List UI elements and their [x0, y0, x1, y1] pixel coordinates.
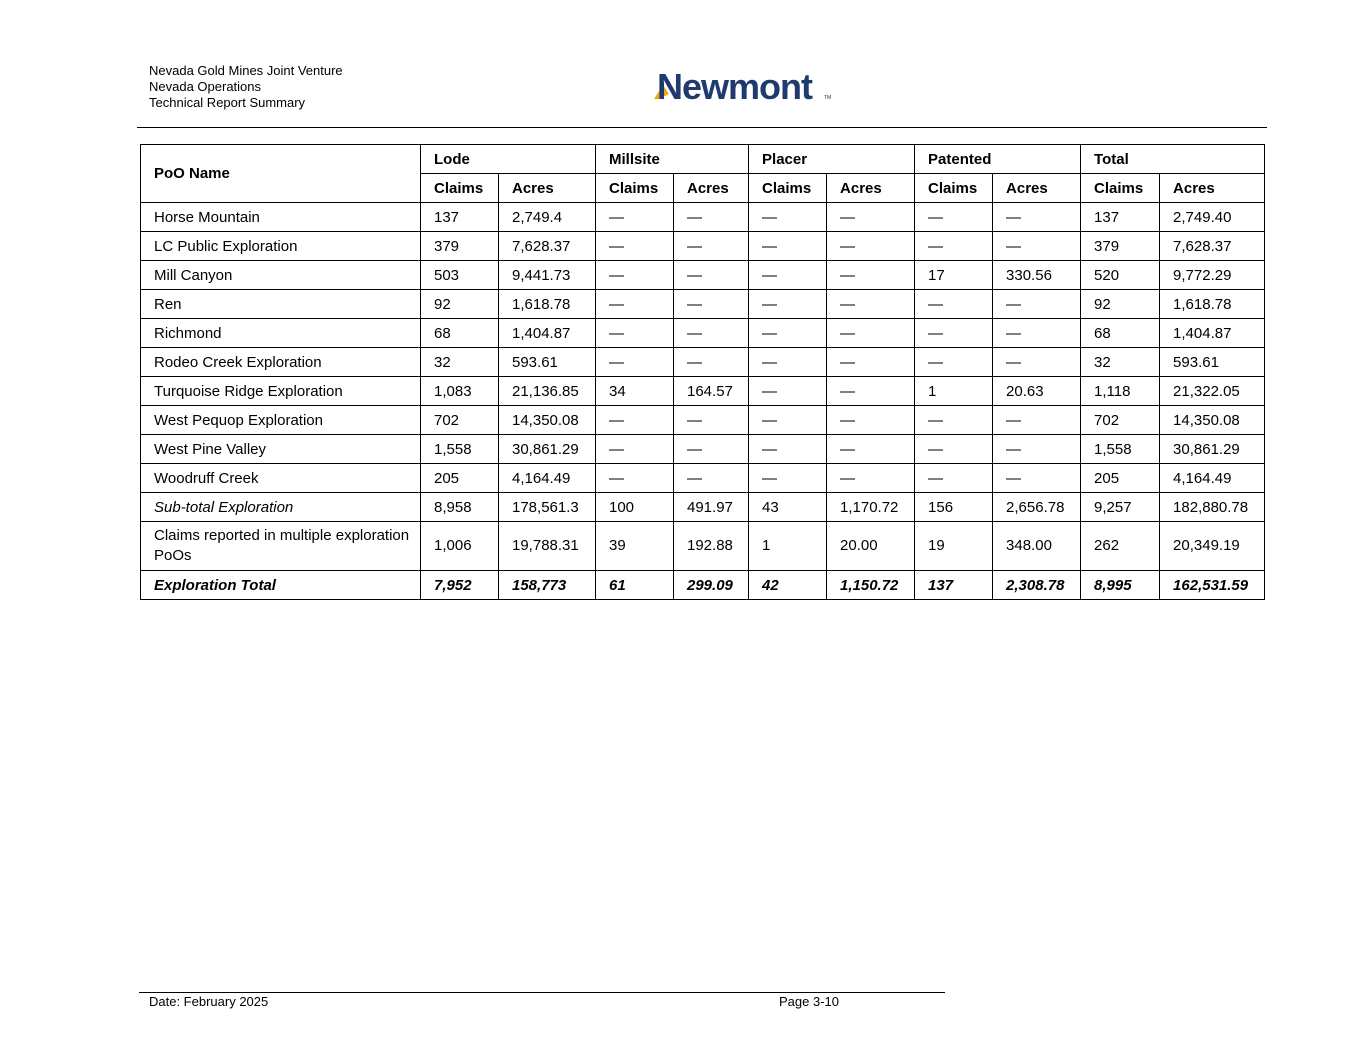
poo-name-cell: Sub-total Exploration	[141, 493, 421, 522]
col-group-lode: Lode	[421, 145, 596, 174]
newmont-logo	[654, 66, 834, 106]
claims-cell: 262	[1081, 522, 1160, 571]
claims-cell: —	[915, 435, 993, 464]
col-header-acres: Acres	[1160, 174, 1265, 203]
claims-cell: —	[749, 406, 827, 435]
acres-cell: —	[674, 261, 749, 290]
acres-cell: —	[827, 406, 915, 435]
claims-cell: —	[915, 319, 993, 348]
col-group-total: Total	[1081, 145, 1265, 174]
header-divider	[137, 127, 1267, 128]
claims-cell: —	[596, 435, 674, 464]
acres-cell: 299.09	[674, 571, 749, 600]
acres-cell: 330.56	[993, 261, 1081, 290]
acres-cell: —	[674, 203, 749, 232]
col-header-poo-name: PoO Name	[141, 145, 421, 203]
claims-cell: 39	[596, 522, 674, 571]
claims-cell: —	[596, 319, 674, 348]
col-header-claims: Claims	[421, 174, 499, 203]
claims-cell: 68	[421, 319, 499, 348]
claims-cell: —	[915, 203, 993, 232]
acres-cell: —	[993, 435, 1081, 464]
claims-cell: —	[749, 348, 827, 377]
col-group-placer: Placer	[749, 145, 915, 174]
acres-cell: 20,349.19	[1160, 522, 1265, 571]
acres-cell: 9,772.29	[1160, 261, 1265, 290]
table-row	[141, 464, 1265, 493]
claims-cell: 100	[596, 493, 674, 522]
claims-cell: —	[596, 464, 674, 493]
table-row	[141, 377, 1265, 406]
claims-cell: 205	[421, 464, 499, 493]
col-header-claims: Claims	[749, 174, 827, 203]
acres-cell: 30,861.29	[499, 435, 596, 464]
report-header	[149, 63, 343, 111]
claims-cell: 61	[596, 571, 674, 600]
claims-cell: 32	[1081, 348, 1160, 377]
claims-cell: 137	[915, 571, 993, 600]
table-row	[141, 290, 1265, 319]
claims-cell: —	[915, 464, 993, 493]
claims-cell: —	[749, 203, 827, 232]
table-row	[141, 522, 1265, 571]
acres-cell: —	[674, 435, 749, 464]
claims-cell: —	[596, 348, 674, 377]
acres-cell: —	[827, 464, 915, 493]
acres-cell: 1,170.72	[827, 493, 915, 522]
claims-cell: 1,558	[1081, 435, 1160, 464]
claims-cell: 19	[915, 522, 993, 571]
acres-cell: —	[993, 464, 1081, 493]
claims-cell: —	[749, 232, 827, 261]
claims-cell: 520	[1081, 261, 1160, 290]
table-row	[141, 406, 1265, 435]
table-body	[141, 203, 1265, 600]
acres-cell: —	[827, 377, 915, 406]
acres-cell: 7,628.37	[499, 232, 596, 261]
claims-cell: 702	[421, 406, 499, 435]
acres-cell: —	[827, 232, 915, 261]
acres-cell: 2,749.4	[499, 203, 596, 232]
claims-cell: —	[596, 232, 674, 261]
claims-cell: —	[749, 435, 827, 464]
acres-cell: 21,136.85	[499, 377, 596, 406]
acres-cell: —	[827, 435, 915, 464]
acres-cell: —	[674, 348, 749, 377]
claims-cell: —	[749, 261, 827, 290]
acres-cell: —	[827, 261, 915, 290]
poo-name-cell: Richmond	[141, 319, 421, 348]
claims-cell: —	[749, 319, 827, 348]
acres-cell: 182,880.78	[1160, 493, 1265, 522]
poo-name-cell: Horse Mountain	[141, 203, 421, 232]
col-header-acres: Acres	[827, 174, 915, 203]
acres-cell: —	[993, 406, 1081, 435]
poo-name-cell: Woodruff Creek	[141, 464, 421, 493]
poo-name-cell: Claims reported in multiple exploration PoOs	[141, 522, 421, 571]
total-row	[141, 571, 1265, 600]
acres-cell: 14,350.08	[499, 406, 596, 435]
poo-name-cell: West Pequop Exploration	[141, 406, 421, 435]
claims-cell: 8,958	[421, 493, 499, 522]
claims-cell: 43	[749, 493, 827, 522]
col-header-acres: Acres	[499, 174, 596, 203]
claims-cell: 92	[421, 290, 499, 319]
acres-cell: 1,618.78	[1160, 290, 1265, 319]
poo-name-cell: Exploration Total	[141, 571, 421, 600]
claims-cell: —	[596, 203, 674, 232]
acres-cell: 14,350.08	[1160, 406, 1265, 435]
col-header-acres: Acres	[674, 174, 749, 203]
col-header-claims: Claims	[915, 174, 993, 203]
acres-cell: —	[827, 290, 915, 319]
claims-cell: —	[596, 261, 674, 290]
poo-name-cell: LC Public Exploration	[141, 232, 421, 261]
claims-cell: —	[596, 406, 674, 435]
claims-cell: —	[915, 348, 993, 377]
acres-cell: 1,150.72	[827, 571, 915, 600]
footer-divider	[139, 992, 945, 993]
acres-cell: 19,788.31	[499, 522, 596, 571]
acres-cell: 20.00	[827, 522, 915, 571]
acres-cell: 9,441.73	[499, 261, 596, 290]
acres-cell: 2,308.78	[993, 571, 1081, 600]
acres-cell: —	[827, 348, 915, 377]
footer-date: Date: February 2025	[149, 994, 269, 1009]
footer-page-number: Page 3-10	[779, 994, 839, 1009]
acres-cell: 20.63	[993, 377, 1081, 406]
acres-cell: 192.88	[674, 522, 749, 571]
poo-name-cell: Rodeo Creek Exploration	[141, 348, 421, 377]
acres-cell: —	[993, 319, 1081, 348]
claims-cell: 1,558	[421, 435, 499, 464]
acres-cell: 593.61	[499, 348, 596, 377]
claims-cell: 1,083	[421, 377, 499, 406]
claims-cell: 1,118	[1081, 377, 1160, 406]
acres-cell: —	[993, 290, 1081, 319]
claims-cell: 42	[749, 571, 827, 600]
acres-cell: 1,404.87	[1160, 319, 1265, 348]
acres-cell: 348.00	[993, 522, 1081, 571]
acres-cell: —	[993, 232, 1081, 261]
claims-cell: 1	[915, 377, 993, 406]
acres-cell: —	[827, 203, 915, 232]
table-row	[141, 435, 1265, 464]
col-group-millsite: Millsite	[596, 145, 749, 174]
claims-cell: 17	[915, 261, 993, 290]
col-header-claims: Claims	[596, 174, 674, 203]
claims-cell: —	[915, 290, 993, 319]
col-group-patented: Patented	[915, 145, 1081, 174]
acres-cell: 2,656.78	[993, 493, 1081, 522]
acres-cell: —	[674, 406, 749, 435]
claims-cell: —	[915, 406, 993, 435]
header-report-type: Technical Report Summary	[149, 95, 306, 110]
claims-cell: 137	[1081, 203, 1160, 232]
claims-cell: 379	[1081, 232, 1160, 261]
claims-cell: 702	[1081, 406, 1160, 435]
claims-cell: 137	[421, 203, 499, 232]
acres-cell: 2,749.40	[1160, 203, 1265, 232]
acres-cell: 1,618.78	[499, 290, 596, 319]
acres-cell: —	[674, 464, 749, 493]
logo-trademark: TM	[824, 95, 832, 101]
claims-cell: 68	[1081, 319, 1160, 348]
acres-cell: —	[993, 348, 1081, 377]
table-header-row	[141, 145, 1265, 174]
acres-cell: 7,628.37	[1160, 232, 1265, 261]
col-header-claims: Claims	[1081, 174, 1160, 203]
acres-cell: —	[674, 290, 749, 319]
acres-cell: 4,164.49	[1160, 464, 1265, 493]
claims-cell: 34	[596, 377, 674, 406]
table-row	[141, 232, 1265, 261]
claims-cell: 503	[421, 261, 499, 290]
claims-cell: —	[749, 464, 827, 493]
claims-cell: 1	[749, 522, 827, 571]
subtotal-row	[141, 493, 1265, 522]
logo-wordmark: Newmont	[657, 66, 812, 106]
claims-cell: 1,006	[421, 522, 499, 571]
claims-cell: 379	[421, 232, 499, 261]
claims-cell: 7,952	[421, 571, 499, 600]
acres-cell: 164.57	[674, 377, 749, 406]
poo-name-cell: Turquoise Ridge Exploration	[141, 377, 421, 406]
acres-cell: 30,861.29	[1160, 435, 1265, 464]
claims-cell: 9,257	[1081, 493, 1160, 522]
acres-cell: 158,773	[499, 571, 596, 600]
table-row	[141, 348, 1265, 377]
header-company: Nevada Gold Mines Joint Venture	[149, 63, 343, 78]
poo-name-cell: West Pine Valley	[141, 435, 421, 464]
table-row	[141, 261, 1265, 290]
acres-cell: 1,404.87	[499, 319, 596, 348]
acres-cell: 491.97	[674, 493, 749, 522]
claims-cell: —	[915, 232, 993, 261]
claims-cell: —	[596, 290, 674, 319]
claims-cell: —	[749, 290, 827, 319]
claims-cell: 92	[1081, 290, 1160, 319]
acres-cell: —	[674, 319, 749, 348]
header-operations: Nevada Operations	[149, 79, 262, 94]
poo-name-cell: Ren	[141, 290, 421, 319]
claims-cell: 32	[421, 348, 499, 377]
table-row	[141, 319, 1265, 348]
poo-name-cell: Mill Canyon	[141, 261, 421, 290]
table-row	[141, 203, 1265, 232]
col-header-acres: Acres	[993, 174, 1081, 203]
acres-cell: —	[827, 319, 915, 348]
acres-cell: 162,531.59	[1160, 571, 1265, 600]
acres-cell: —	[674, 232, 749, 261]
acres-cell: —	[993, 203, 1081, 232]
claims-cell: 8,995	[1081, 571, 1160, 600]
claims-cell: 205	[1081, 464, 1160, 493]
claims-cell: 156	[915, 493, 993, 522]
acres-cell: 593.61	[1160, 348, 1265, 377]
acres-cell: 21,322.05	[1160, 377, 1265, 406]
acres-cell: 178,561.3	[499, 493, 596, 522]
claims-cell: —	[749, 377, 827, 406]
acres-cell: 4,164.49	[499, 464, 596, 493]
claims-table	[140, 144, 1265, 600]
